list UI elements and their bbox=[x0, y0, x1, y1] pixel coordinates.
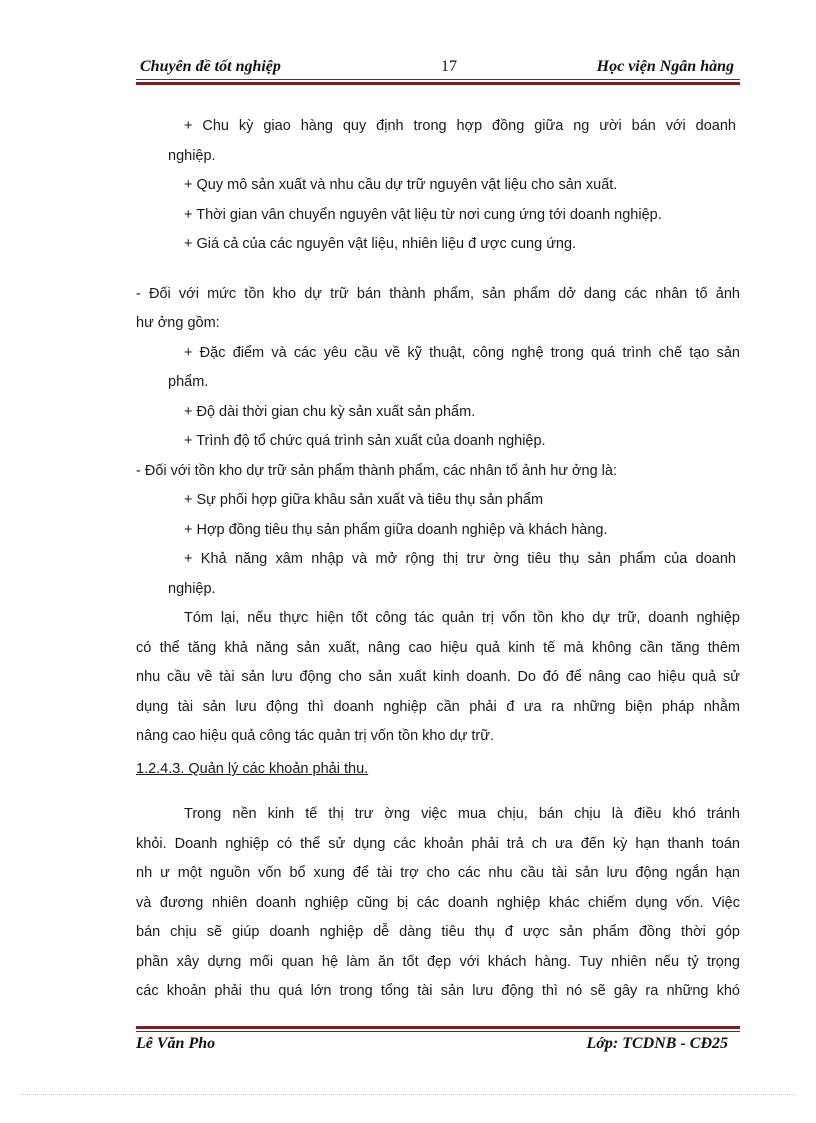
header-institution: Học viện Ngân hàng bbox=[596, 58, 734, 75]
text-line: khỏi. Doanh nghiệp có thể sử dụng các khoản phải trả ch ưa đến kỳ hạn thanh toán bbox=[136, 836, 740, 852]
text-line: nghiệp. bbox=[168, 148, 216, 164]
text-line: các khoản phải thu quá lớn trong tổng tài sản lưu động thì nó sẽ gây ra những khó bbox=[136, 983, 740, 999]
text-line: - Đối với mức tồn kho dự trữ bán thành phẩm, sản phẩm dở dang các nhân tố ảnh bbox=[136, 286, 740, 302]
text-line: hư ởng gồm: bbox=[136, 315, 220, 331]
footer-author: Lê Văn Pho bbox=[136, 1035, 216, 1052]
text-line: + Khả năng xâm nhập và mở rộng thị trư ờng tiêu thụ sản phẩm của doanh bbox=[184, 551, 736, 567]
text-line: + Độ dài thời gian chu kỳ sản xuất sản phẩm. bbox=[184, 404, 476, 420]
text-line: có thể tăng khả năng sản xuất, nâng cao hiệu quả kinh tế mà không cần tăng thêm bbox=[136, 640, 740, 656]
text-line: và đương nhiên doanh nghiệp cũng bị các doanh nghiệp khác chiếm dụng vốn. Việc bbox=[136, 895, 740, 911]
section-heading: 1.2.4.3. Quản lý các khoản phải thu. bbox=[136, 761, 369, 777]
text-line: + Quy mô sản xuất và nhu cầu dự trữ nguyên vật liệu cho sản xuất. bbox=[184, 177, 618, 193]
page-edge-divider bbox=[20, 1094, 796, 1095]
text-line: + Hợp đồng tiêu thụ sản phẩm giữa doanh nghiệp và khách hàng. bbox=[184, 522, 608, 538]
footer-class: Lớp: TCDNB - CĐ25 bbox=[586, 1035, 728, 1052]
header-divider bbox=[136, 79, 740, 85]
text-line: nhu cầu về tài sản lưu động cho sản xuất kinh doanh. Do đó để nâng cao hiệu quả sử bbox=[136, 669, 740, 685]
text-line: phần xây dựng mối quan hệ làm ăn tốt đẹp với khách hàng. Tuy nhiên nếu tỷ trọng bbox=[136, 954, 740, 970]
text-line: + Đặc điểm và các yêu cầu về kỹ thuật, công nghệ trong quá trình chế tạo sản bbox=[184, 345, 740, 361]
text-line: + Chu kỳ giao hàng quy định trong hợp đồng giữa ng ười bán với doanh bbox=[184, 118, 736, 134]
text-line: + Thời gian vân chuyển nguyên vật liệu từ nơi cung ứng tới doanh nghiệp. bbox=[184, 207, 662, 223]
text-line: + Sự phối hợp giữa khâu sản xuất và tiêu thụ sản phẩm bbox=[184, 492, 544, 508]
text-line: dụng tài sản lưu động thì doanh nghiệp cần phải đ ưa ra những biện pháp nhằm bbox=[136, 699, 740, 715]
text-line: nh ư một nguồn vốn bổ xung để tài trợ cho các nhu cầu tài sản lưu động ngắn hạn bbox=[136, 865, 740, 881]
text-line: nghiệp. bbox=[168, 581, 216, 597]
page-footer bbox=[136, 1035, 740, 1055]
text-line: + Trình độ tổ chức quá trình sản xuất của doanh nghiệp. bbox=[184, 433, 546, 449]
text-line: nâng cao hiệu quả công tác quản trị vốn tồn kho dự trữ. bbox=[136, 728, 494, 744]
text-line: Trong nền kinh tế thị trư ờng việc mua chịu, bán chịu là điều khó tránh bbox=[184, 806, 740, 822]
footer-divider bbox=[136, 1026, 740, 1032]
text-line: phẩm. bbox=[168, 374, 209, 390]
page-number: 17 bbox=[441, 58, 457, 75]
text-line: - Đối với tồn kho dự trữ sản phẩm thành phẩm, các nhân tố ảnh hư ởng là: bbox=[136, 463, 617, 479]
header-document-type: Chuyên đề tốt nghiệp bbox=[140, 58, 281, 75]
text-line: Tóm lại, nếu thực hiện tốt công tác quản trị vốn tồn kho dự trữ, doanh nghiệp bbox=[184, 610, 740, 626]
text-line: + Giá cả của các nguyên vật liệu, nhiên liệu đ ược cung ứng. bbox=[184, 236, 577, 252]
page-header bbox=[136, 58, 740, 78]
text-line: bán chịu sẽ giúp doanh nghiệp dễ dàng tiêu thụ đ ược sản phẩm đồng thời góp bbox=[136, 924, 740, 940]
